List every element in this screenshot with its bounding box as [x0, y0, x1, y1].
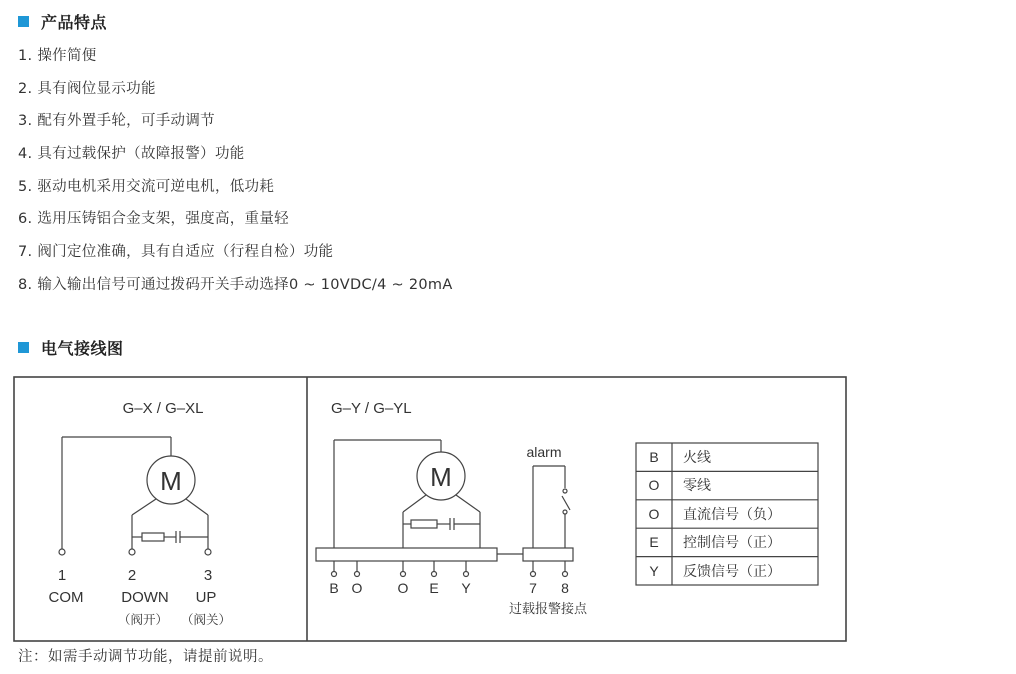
- legend-desc: 直流信号（负）: [683, 507, 781, 523]
- motor-label: M: [430, 462, 452, 492]
- legend-code: Y: [649, 563, 659, 579]
- features-title: 产品特点: [41, 13, 108, 32]
- terminal-name: COM: [48, 589, 84, 606]
- switch-contact: [563, 510, 567, 514]
- wire-line: [355, 572, 360, 577]
- alarm-label: alarm: [526, 444, 562, 460]
- wire-line: [401, 572, 406, 577]
- legend-code: B: [649, 449, 659, 465]
- feature-item: 5. 驱动电机采用交流可逆电机，低功耗: [18, 179, 275, 195]
- terminal-number: 2: [127, 567, 137, 584]
- feature-item: 4. 具有过载保护（故障报警）功能: [18, 146, 245, 162]
- footnote: 注：如需手动调节功能，请提前说明。: [18, 649, 273, 665]
- wiring-title: 电气接线图: [41, 339, 124, 358]
- terminal-note: （阀关）: [180, 612, 232, 627]
- wire-line: [464, 572, 469, 577]
- terminal-number: 3: [203, 567, 213, 584]
- legend-code: O: [648, 506, 660, 522]
- wire-line: [186, 499, 208, 515]
- terminal-dot: [129, 549, 135, 555]
- right-model-label: G–Y / G–YL: [331, 400, 412, 417]
- alarm-caption: 过载报警接点: [508, 602, 588, 617]
- terminal-letter: B: [329, 580, 339, 596]
- wire-line: [432, 572, 437, 577]
- terminal-strip: [316, 548, 497, 561]
- terminal-letter: O: [351, 580, 363, 596]
- legend-desc: 火线: [683, 450, 711, 466]
- alarm-terminal-strip: [523, 548, 573, 561]
- legend-code: O: [648, 477, 660, 493]
- alarm-terminal-number: 8: [561, 580, 569, 596]
- feature-item: 3. 配有外置手轮，可手动调节: [18, 113, 215, 129]
- feature-item: 8. 输入输出信号可通过拨码开关手动选择0 ~ 10VDC/4 ~ 20mA: [18, 277, 453, 293]
- terminal-dot: [205, 549, 211, 555]
- legend-desc: 零线: [683, 478, 711, 494]
- terminal-letter: Y: [461, 580, 471, 596]
- wire-line: [563, 572, 568, 577]
- terminal-dot: [59, 549, 65, 555]
- terminal-number: 1: [57, 567, 67, 584]
- terminal-letter: O: [397, 580, 409, 596]
- legend-desc: 控制信号（正）: [683, 535, 781, 551]
- terminal-note: （阀开）: [117, 612, 169, 627]
- legend-code: E: [649, 534, 659, 550]
- switch-contact: [563, 489, 567, 493]
- motor-label: M: [160, 466, 182, 496]
- switch-blade: [562, 496, 570, 510]
- feature-item: 2. 具有阀位显示功能: [18, 81, 156, 97]
- feature-item: 6. 选用压铸铝合金支架，强度高，重量轻: [18, 211, 289, 227]
- legend-desc: 反馈信号（正）: [683, 564, 781, 580]
- wire-line: [531, 572, 536, 577]
- terminal-name: UP: [195, 589, 217, 606]
- alarm-terminal-number: 7: [529, 580, 537, 596]
- wire-line: [403, 495, 426, 512]
- left-model-label: G–X / G–XL: [122, 400, 204, 417]
- feature-item: 1. 操作简便: [18, 48, 97, 64]
- wire-line: [456, 495, 480, 512]
- terminal-letter: E: [429, 580, 439, 596]
- wire-line: [132, 499, 156, 515]
- resistor: [411, 520, 437, 528]
- wire-line: [332, 572, 337, 577]
- terminal-name: DOWN: [121, 589, 169, 606]
- resistor: [142, 533, 164, 541]
- feature-item: 7. 阀门定位准确，具有自适应（行程自检）功能: [18, 244, 334, 260]
